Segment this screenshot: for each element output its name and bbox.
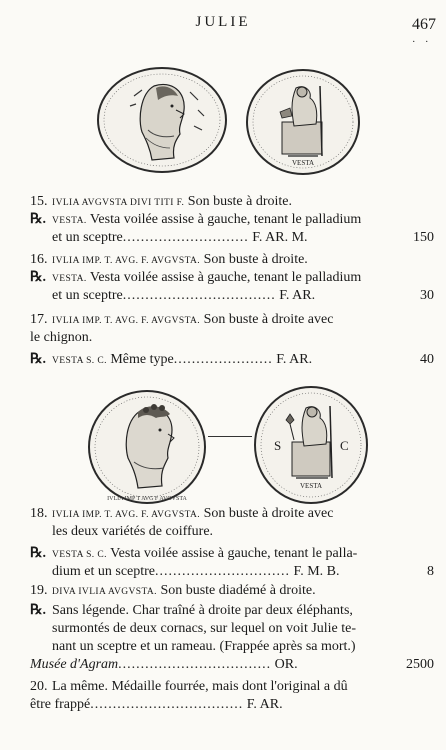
coin-reverse-vesta-1: [244, 68, 362, 176]
entry-number: 18.: [30, 506, 48, 521]
coin-reverse-c: C: [340, 438, 349, 453]
entry-number: 15.: [30, 194, 48, 209]
coin-reverse-vesta-2: [252, 384, 370, 506]
reverse-description: Vesta voilée assise à gauche, tenant le palladium: [86, 212, 362, 227]
obverse-description: Son buste diadémé à droite.: [156, 583, 316, 598]
reverse-description-cont: dium et un sceptre: [52, 564, 156, 579]
coin-obverse-legend-2: IVLIA IMP T AVG F AVGVSTA: [107, 496, 187, 502]
page-number: 467: [412, 16, 436, 33]
reverse-description: Vesta voilée assise à gauche, tenant le palladium: [86, 270, 362, 285]
reverse-mark: ℞.: [30, 603, 47, 618]
obverse-legend: IVLIA IMP. T. AVG. F. AVGVSTA.: [52, 316, 201, 326]
dot-leader: ..............................: [155, 564, 291, 579]
metal-grade: OR.: [274, 657, 298, 672]
reverse-legend: VESTA S. C.: [52, 356, 107, 366]
estimated-value: 150: [413, 230, 434, 245]
page-marks: . .: [412, 34, 432, 45]
estimated-value: 8: [427, 564, 434, 579]
obverse-description-cont: le chignon.: [30, 330, 93, 345]
reverse-mark: ℞.: [30, 546, 47, 561]
reverse-description: Sans légende. Char traîné à droite par deux éléphants,: [52, 603, 353, 618]
coin-connector-line: [208, 436, 252, 437]
coin-obverse-julia-2: [86, 388, 208, 506]
estimated-value: 2500: [406, 657, 434, 672]
reverse-description: Vesta voilée assise à gauche, tenant le palla-: [106, 546, 358, 561]
obverse-legend: IVLIA IMP. T. AVG. F. AVGVSTA.: [52, 510, 201, 520]
entry-description-cont: être frappé: [30, 697, 91, 712]
metal-grade: F. AR. M.: [252, 230, 308, 245]
obverse-legend: IVLIA IMP. T. AVG. F. AVGVSTA.: [52, 256, 201, 266]
reverse-description-cont: et un sceptre: [52, 230, 123, 245]
entry-number: 19.: [30, 583, 48, 598]
museum-name: Musée d'Agram: [30, 657, 119, 672]
metal-grade: F. M. B.: [293, 564, 340, 579]
estimated-value: 40: [420, 352, 434, 367]
coin-reverse-legend-1: VESTA: [292, 159, 314, 167]
dot-leader: ............................: [122, 230, 249, 245]
reverse-mark: ℞.: [30, 212, 47, 227]
obverse-description-cont: les deux variétés de coiffure.: [52, 524, 214, 539]
reverse-mark: ℞.: [30, 270, 47, 285]
coin-obverse-julia-1: [94, 66, 230, 174]
entry-description: La même. Médaille fourrée, mais dont l'original a dû: [52, 679, 348, 694]
entry-number: 17.: [30, 312, 48, 327]
coin-reverse-legend-2: VESTA: [300, 482, 322, 490]
obverse-legend: IVLIA AVGVSTA DIVI TITI F.: [52, 198, 185, 208]
reverse-legend: VESTA S. C.: [52, 550, 107, 560]
metal-grade: F. AR.: [246, 697, 283, 712]
obverse-description: Son buste à droite.: [200, 252, 308, 267]
entry-number: 16.: [30, 252, 48, 267]
reverse-legend: VESTA.: [52, 274, 87, 284]
estimated-value: 30: [420, 288, 434, 303]
obverse-description: Son buste à droite avec: [200, 312, 334, 327]
obverse-description: Son buste à droite.: [184, 194, 293, 209]
metal-grade: F. AR.: [279, 288, 316, 303]
reverse-description-cont: surmontés de deux cornacs, sur lequel on voit Julie te-: [52, 621, 357, 636]
dot-leader: ..................................: [118, 657, 272, 672]
reverse-legend: VESTA.: [52, 216, 87, 226]
dot-leader: ..................................: [90, 697, 244, 712]
entry-number: 20.: [30, 679, 48, 694]
dot-leader: ..................................: [122, 288, 276, 303]
reverse-description-cont: et un sceptre: [52, 288, 123, 303]
reverse-mark: ℞.: [30, 352, 47, 367]
obverse-legend: DIVA IVLIA AVGVSTA.: [52, 587, 157, 597]
dot-leader: ......................: [173, 352, 273, 367]
obverse-description: Son buste à droite avec: [200, 506, 334, 521]
page-title: JULIE: [195, 14, 251, 30]
reverse-description-cont: nant un sceptre et un rameau. (Frappée après sa mort.): [52, 639, 356, 654]
metal-grade: F. AR.: [276, 352, 313, 367]
reverse-description: Même type: [106, 352, 174, 367]
coin-reverse-s: S: [274, 438, 282, 453]
